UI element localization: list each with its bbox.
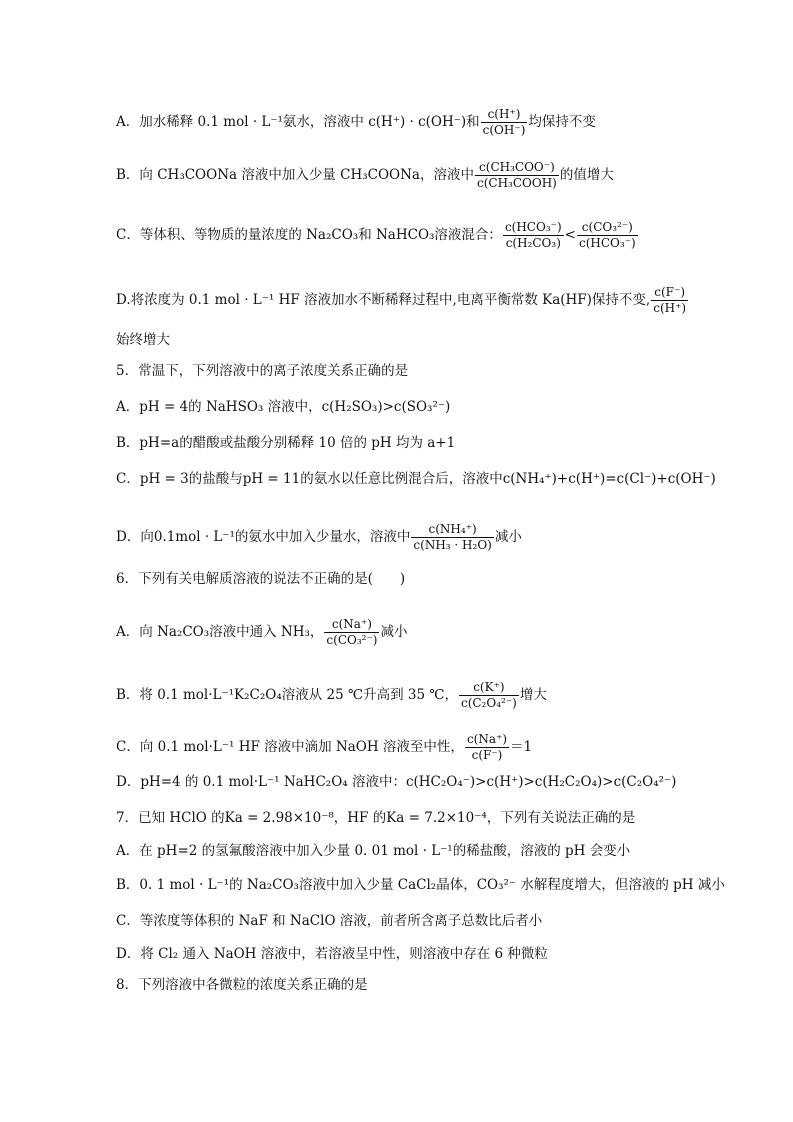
line-text: B．将 0.1 mol·L⁻¹K₂C₂O₄溶液从 25 ℃升高到 35 ℃， xyxy=(116,687,458,703)
line-suffix: 减小 xyxy=(380,624,408,640)
line-text: B．向 CH₃COONa 溶液中加入少量 CH₃COONa，溶液中 xyxy=(116,167,474,183)
line-text: 5．常温下，下列溶液中的离子浓度关系正确的是 xyxy=(116,363,409,379)
fraction xyxy=(503,220,564,251)
text-line xyxy=(116,160,614,191)
line-text: A．在 pH=2 的氢氟酸溶液中加入少量 0. 01 mol · L⁻¹的稀盐酸，溶液的 pH 会变小 xyxy=(116,843,631,859)
fraction-denominator: c(OH⁻) xyxy=(482,123,526,137)
fraction-denominator: c(F⁻) xyxy=(471,748,503,762)
text-line xyxy=(116,107,596,138)
text-line xyxy=(116,976,368,994)
line-text: 6．下列有关电解质溶液的说法不正确的是( ) xyxy=(116,571,406,587)
text-line xyxy=(116,434,455,452)
line-text: 始终增大 xyxy=(116,332,170,348)
line-suffix: 均保持不变 xyxy=(528,114,596,130)
line-text: A．加水稀释 0.1 mol · L⁻¹氨水，溶液中 c(H⁺) · c(OH⁻)和 xyxy=(116,114,480,130)
text-line xyxy=(116,522,522,553)
line-text: 8．下列溶液中各微粒的浓度关系正确的是 xyxy=(116,977,368,993)
text-line xyxy=(116,617,407,648)
fraction xyxy=(481,107,528,138)
fraction-numerator: c(HCO₃⁻) xyxy=(504,220,562,234)
fraction-denominator: c(H₂CO₃) xyxy=(505,236,561,250)
fraction xyxy=(411,522,493,553)
fraction xyxy=(577,220,638,251)
fraction-denominator: c(C₂O₄²⁻) xyxy=(460,696,517,710)
line-text: D．pH=4 的 0.1 mol·L⁻¹ NaHC₂O₄ 溶液中：c(HC₂O₄⁻)>c(H⁺)>c(H₂C₂O₄)>c(C₂O₄²⁻) xyxy=(116,774,677,790)
fraction-numerator: c(CO₃²⁻) xyxy=(577,220,638,236)
text-line xyxy=(116,285,689,316)
text-line xyxy=(116,732,532,763)
line-suffix: 减小 xyxy=(494,529,522,545)
fraction xyxy=(465,732,509,763)
fraction-numerator: c(H⁺) xyxy=(481,107,528,123)
fraction-numerator: c(F⁻) xyxy=(651,285,688,301)
text-line xyxy=(116,945,548,963)
line-text: B．0. 1 mol · L⁻¹的 Na₂CO₃溶液中加入少量 CaCl₂晶体，CO₃²⁻ 水解程度增大，但溶液的 pH 减小 xyxy=(116,877,725,893)
line-text: C．等体积、等物质的量浓度的 Na₂CO₃和 NaHCO₃溶液混合： xyxy=(116,227,502,243)
line-text: D.将浓度为 0.1 mol · L⁻¹ HF 溶液加水不断稀释过程中,电离平衡常数 Ka(HF)保持不变, xyxy=(116,292,651,308)
fraction-numerator: c(NH₄⁺) xyxy=(411,522,493,538)
fraction-numerator: c(Na⁺) xyxy=(466,732,508,746)
line-suffix: 的值增大 xyxy=(559,167,614,183)
line-text: C．pH = 3的盐酸与pH = 11的氨水以任意比例混合后，溶液中c(NH₄⁺)+c(H⁺)=c(Cl⁻)+c(OH⁻) xyxy=(116,471,716,487)
text-line xyxy=(116,809,635,827)
text-line xyxy=(116,331,170,349)
comparison-sign: < xyxy=(564,227,576,243)
line-text: B．pH=a的醋酸或盐酸分别稀释 10 倍的 pH 均为 a+1 xyxy=(116,435,456,451)
fraction-denominator: c(CH₃COOH) xyxy=(476,176,557,190)
fraction xyxy=(324,617,379,648)
text-line xyxy=(116,362,408,380)
line-suffix: ＝1 xyxy=(510,739,533,755)
fraction xyxy=(651,285,688,316)
text-line xyxy=(116,398,450,416)
text-line xyxy=(116,912,542,930)
fraction xyxy=(459,680,519,711)
text-line xyxy=(116,842,630,860)
line-text: A．向 Na₂CO₃溶液中通入 NH₃， xyxy=(116,624,324,640)
text-line xyxy=(116,470,716,488)
fraction-numerator: c(Na⁺) xyxy=(324,617,379,633)
text-line xyxy=(116,570,405,588)
fraction-denominator: c(CO₃²⁻) xyxy=(326,633,378,647)
line-text: D．将 Cl₂ 通入 NaOH 溶液中，若溶液呈中性，则溶液中存在 6 种微粒 xyxy=(116,946,548,962)
text-line xyxy=(116,773,676,791)
text-line xyxy=(116,680,547,711)
line-text: C．向 0.1 mol·L⁻¹ HF 溶液中滴加 NaOH 溶液至中性， xyxy=(116,739,464,755)
fraction-denominator: c(HCO₃⁻) xyxy=(578,236,636,250)
text-line xyxy=(116,876,725,894)
fraction-denominator: c(NH₃ · H₂O) xyxy=(413,538,492,552)
fraction-numerator: c(K⁺) xyxy=(459,680,519,696)
fraction xyxy=(475,160,559,191)
line-suffix: 增大 xyxy=(519,687,547,703)
line-text: 7．已知 HClO 的Ka = 2.98×10⁻⁸，HF 的Ka = 7.2×10⁻⁴，下列有关说法正确的是 xyxy=(116,810,636,826)
fraction-denominator: c(H⁺) xyxy=(653,301,687,315)
line-text: D．向0.1mol · L⁻¹的氨水中加入少量水，溶液中 xyxy=(116,529,411,545)
line-text: C．等浓度等体积的 NaF 和 NaClO 溶液，前者所含离子总数比后者小 xyxy=(116,913,543,929)
text-line xyxy=(116,220,639,251)
fraction-numerator: c(CH₃COO⁻) xyxy=(475,160,559,176)
line-text: A．pH = 4的 NaHSO₃ 溶液中，c(H₂SO₃)>c(SO₃²⁻) xyxy=(116,399,451,415)
